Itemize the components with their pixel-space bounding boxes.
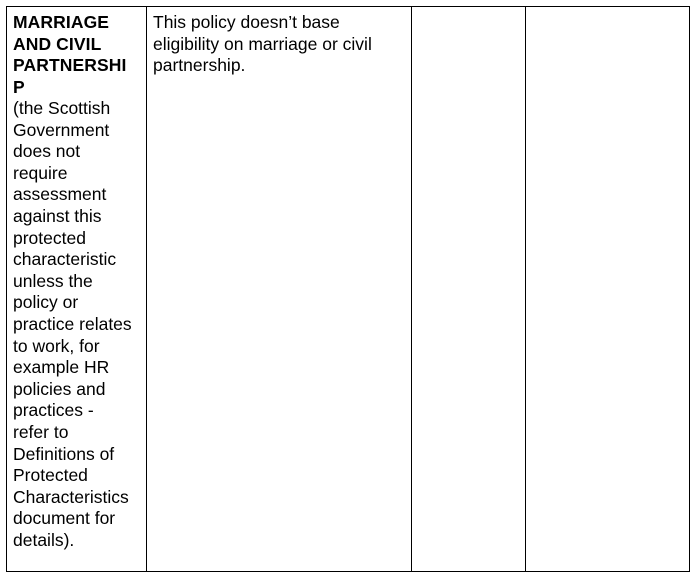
description-line: details).	[13, 529, 75, 550]
description-line: Definitions of	[13, 443, 115, 464]
description-line: (the Scottish	[13, 98, 111, 118]
description-line: to work, for	[13, 335, 100, 356]
heading-line: P	[13, 76, 25, 97]
description-line: practice relates	[13, 313, 132, 334]
description-line: practices -	[13, 400, 94, 421]
description-line: example HR	[13, 357, 110, 378]
impact-line: eligibility on marriage or civil	[153, 33, 372, 54]
impact-line: partnership.	[153, 55, 246, 76]
empty-cell-column-3	[412, 7, 526, 571]
description-line: Characteristics	[13, 486, 129, 507]
description-line: require	[13, 162, 68, 183]
description-line: Protected	[13, 465, 88, 486]
characteristic-description	[13, 98, 142, 551]
description-line: document for	[13, 508, 116, 529]
description-line: characteristic	[13, 249, 117, 270]
empty-cell-column-4	[526, 7, 689, 571]
impact-text	[153, 12, 407, 77]
description-line: does not	[13, 141, 81, 162]
impact-line: This policy doesn’t base	[153, 12, 340, 32]
characteristic-heading	[13, 12, 142, 98]
description-line: policies and	[13, 378, 106, 399]
equality-assessment-table	[6, 6, 690, 572]
description-line: assessment	[13, 184, 107, 205]
description-line: policy or	[13, 292, 79, 313]
heading-line: PARTNERSHI	[13, 55, 127, 75]
description-line: protected	[13, 227, 86, 248]
heading-line: AND CIVIL	[13, 33, 102, 54]
description-line: Government	[13, 119, 110, 140]
description-line: against this	[13, 205, 102, 226]
characteristic-cell	[7, 7, 147, 571]
impact-cell	[147, 7, 412, 571]
description-line: refer to	[13, 421, 69, 442]
description-line: unless the	[13, 270, 93, 291]
heading-line: MARRIAGE	[13, 12, 110, 32]
